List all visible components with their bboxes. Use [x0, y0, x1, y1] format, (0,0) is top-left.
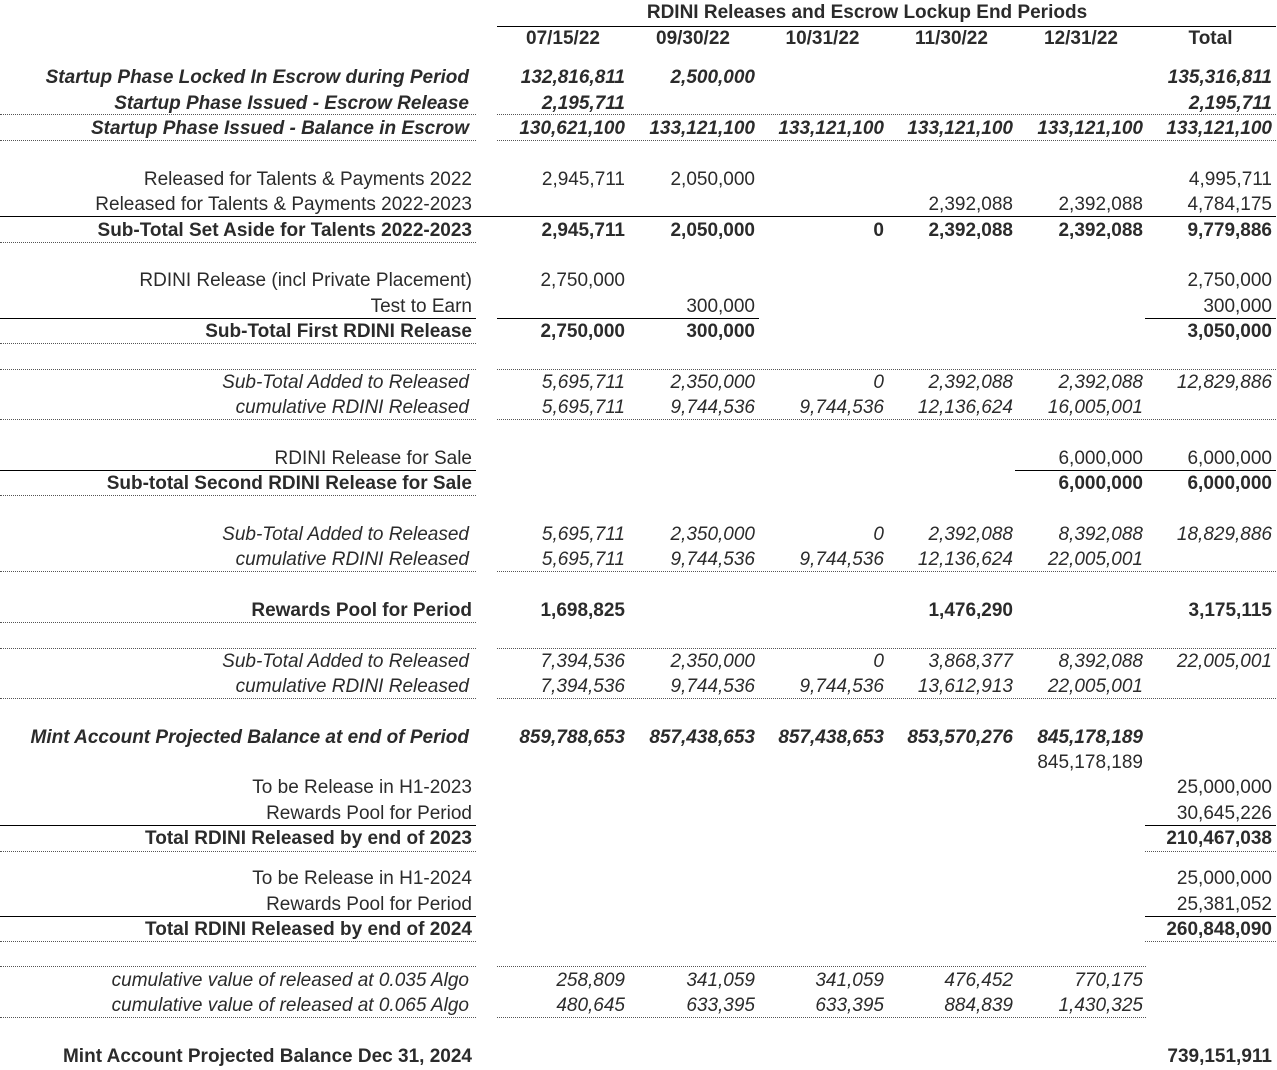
- cell-value: 857,438,653: [649, 727, 755, 748]
- cell-value: 859,788,653: [519, 727, 625, 748]
- cell-value: 13,612,913: [917, 676, 1013, 697]
- cell-value: 2,050,000: [670, 169, 755, 190]
- cell-value: 2,392,088: [1058, 194, 1143, 215]
- row-label: cumulative value of released at 0.065 Algo: [111, 995, 469, 1016]
- cell-value: 7,394,536: [540, 676, 625, 697]
- rule-line: [0, 318, 476, 319]
- cell-value: 132,816,811: [520, 67, 625, 88]
- cell-value: 2,195,711: [1188, 93, 1272, 114]
- rule-line: [0, 419, 476, 420]
- rule-line: [0, 140, 476, 141]
- row-label: Total RDINI Released by end of 2023: [145, 828, 472, 849]
- cell-value: 6,000,000: [1058, 473, 1143, 494]
- row-label: Rewards Pool for Period: [266, 803, 472, 824]
- cell-value: 2,392,088: [1058, 372, 1143, 393]
- cell-value: 2,350,000: [670, 524, 755, 545]
- column-header-total: Total: [1188, 28, 1233, 49]
- row-label: cumulative RDINI Released: [235, 549, 469, 570]
- cell-value: 133,121,100: [649, 118, 755, 139]
- cell-value: 300,000: [686, 321, 755, 342]
- column-header-09-30-22: 09/30/22: [656, 28, 730, 49]
- row-label: Startup Phase Issued - Escrow Release: [114, 93, 469, 114]
- cell-value: 5,695,711: [541, 549, 625, 570]
- sheet-title: RDINI Releases and Escrow Lockup End Periods: [646, 2, 1088, 23]
- rule-line: [0, 648, 476, 649]
- cell-value: 7,394,536: [540, 651, 625, 672]
- rule-line: [1145, 851, 1276, 852]
- row-label: RDINI Release (incl Private Placement): [139, 270, 472, 291]
- rule-line: [0, 114, 476, 115]
- cell-value: 480,645: [556, 995, 625, 1016]
- row-label: To be Release in H1-2024: [252, 868, 472, 889]
- cell-value: 30,645,226: [1176, 803, 1272, 824]
- cell-value: 5,695,711: [541, 372, 625, 393]
- cell-value: 0: [873, 651, 884, 672]
- cell-value: 210,467,038: [1166, 828, 1272, 849]
- cell-value: 133,121,100: [1037, 118, 1143, 139]
- row-label: Released for Talents & Payments 2022-2023: [95, 194, 472, 215]
- rule-line: [1145, 825, 1276, 826]
- row-label: RDINI Release for Sale: [274, 448, 472, 469]
- row-label: cumulative RDINI Released: [235, 397, 469, 418]
- cell-value: 18,829,886: [1176, 524, 1272, 545]
- cell-value: 845,178,189: [1037, 752, 1143, 773]
- cell-value: 2,750,000: [1187, 270, 1272, 291]
- cell-value: 2,350,000: [670, 651, 755, 672]
- rule-line: [1145, 916, 1276, 917]
- row-label: Sub-Total Set Aside for Talents 2022-2023: [97, 220, 472, 241]
- cell-value: 12,136,624: [917, 397, 1013, 418]
- cell-value: 884,839: [944, 995, 1013, 1016]
- rule-line: [497, 26, 1276, 27]
- cell-value: 2,392,088: [1058, 220, 1143, 241]
- column-header-10-31-22: 10/31/22: [785, 28, 860, 49]
- cell-value: 16,005,001: [1047, 397, 1143, 418]
- row-label: Total RDINI Released by end of 2024: [145, 919, 472, 940]
- column-header-07-15-22: 07/15/22: [526, 28, 600, 49]
- rule-line: [0, 1017, 476, 1018]
- row-label: Mint Account Projected Balance Dec 31, 2024: [62, 1046, 472, 1067]
- rule-line: [1145, 941, 1276, 942]
- rule-line: [497, 114, 1276, 115]
- cell-value: 2,392,088: [928, 524, 1013, 545]
- rule-line: [0, 571, 476, 572]
- cell-value: 3,050,000: [1187, 321, 1272, 342]
- row-label: Mint Account Projected Balance at end of Period: [30, 727, 469, 748]
- cell-value: 133,121,100: [778, 118, 884, 139]
- row-label: To be Release in H1-2023: [252, 777, 472, 798]
- cell-value: 2,945,711: [541, 169, 625, 190]
- row-label: Sub-Total First RDINI Release: [205, 321, 472, 342]
- rule-line: [1145, 318, 1276, 319]
- rule-line: [0, 851, 476, 852]
- cell-value: 2,050,000: [670, 220, 755, 241]
- row-label: Rewards Pool for Period: [266, 894, 472, 915]
- rule-line: [497, 419, 1276, 420]
- cell-value: 9,744,536: [670, 397, 755, 418]
- cell-value: 6,000,000: [1187, 448, 1272, 469]
- cell-value: 0: [873, 524, 884, 545]
- cell-value: 4,784,175: [1187, 194, 1272, 215]
- row-label: Test to Earn: [370, 296, 472, 317]
- cell-value: 300,000: [686, 296, 755, 317]
- cell-value: 9,744,536: [799, 676, 884, 697]
- column-header-11-30-22: 11/30/22: [915, 28, 988, 49]
- cell-value: 2,750,000: [540, 270, 625, 291]
- cell-value: 6,000,000: [1187, 473, 1272, 494]
- rule-line: [0, 916, 476, 917]
- cell-value: 9,744,536: [670, 676, 755, 697]
- cell-value: 25,000,000: [1176, 777, 1272, 798]
- cell-value: 633,395: [815, 995, 884, 1016]
- cell-value: 845,178,189: [1037, 727, 1143, 748]
- rule-line: [497, 698, 1276, 699]
- cell-value: 2,350,000: [670, 372, 755, 393]
- rule-line: [0, 698, 476, 699]
- cell-value: 341,059: [815, 970, 884, 991]
- row-label: Released for Talents & Payments 2022: [143, 169, 472, 190]
- cell-value: 133,121,100: [907, 118, 1013, 139]
- cell-value: 12,829,886: [1176, 372, 1272, 393]
- rule-line: [0, 966, 476, 967]
- cell-value: 0: [873, 372, 884, 393]
- cell-value: 2,945,711: [541, 220, 625, 241]
- cell-value: 2,392,088: [928, 194, 1013, 215]
- rule-line: [0, 369, 476, 370]
- cell-value: 770,175: [1074, 970, 1143, 991]
- row-label: Sub-total Second RDINI Release for Sale: [106, 473, 472, 494]
- rule-line: [0, 825, 476, 826]
- cell-value: 300,000: [1203, 296, 1272, 317]
- rule-line: [497, 1017, 1146, 1018]
- cell-value: 130,621,100: [519, 118, 625, 139]
- rule-line: [497, 318, 759, 319]
- rule-line: [0, 941, 476, 942]
- cell-value: 2,392,088: [928, 220, 1013, 241]
- cell-value: 258,809: [556, 970, 625, 991]
- cell-value: 12,136,624: [917, 549, 1013, 570]
- rule-line: [0, 343, 476, 344]
- rule-line: [0, 622, 476, 623]
- cell-value: 1,476,290: [928, 600, 1013, 621]
- rule-line: [497, 966, 1146, 967]
- cell-value: 3,868,377: [928, 651, 1013, 672]
- rule-line: [0, 495, 476, 496]
- cell-value: 22,005,001: [1047, 676, 1143, 697]
- cell-value: 853,570,276: [907, 727, 1013, 748]
- cell-value: 4,995,711: [1188, 169, 1272, 190]
- row-label: cumulative value of released at 0.035 Algo: [111, 970, 469, 991]
- cell-value: 135,316,811: [1167, 67, 1272, 88]
- cell-value: 5,695,711: [541, 397, 625, 418]
- cell-value: 2,195,711: [541, 93, 625, 114]
- row-label: cumulative RDINI Released: [235, 676, 469, 697]
- cell-value: 476,452: [944, 970, 1013, 991]
- cell-value: 9,779,886: [1187, 220, 1272, 241]
- cell-value: 9,744,536: [799, 549, 884, 570]
- rule-line: [497, 648, 1276, 649]
- cell-value: 2,500,000: [670, 67, 755, 88]
- cell-value: 9,744,536: [670, 549, 755, 570]
- column-header-12-31-22: 12/31/22: [1044, 28, 1118, 49]
- cell-value: 133,121,100: [1166, 118, 1272, 139]
- cell-value: 633,395: [686, 995, 755, 1016]
- row-label: Startup Phase Locked In Escrow during Period: [45, 67, 469, 88]
- rule-line: [1015, 470, 1276, 471]
- cell-value: 0: [873, 220, 884, 241]
- cell-value: 9,744,536: [799, 397, 884, 418]
- row-label: Sub-Total Added to Released: [222, 372, 469, 393]
- cell-value: 739,151,911: [1167, 1046, 1272, 1067]
- cell-value: 6,000,000: [1058, 448, 1143, 469]
- cell-value: 341,059: [686, 970, 755, 991]
- cell-value: 8,392,088: [1058, 524, 1143, 545]
- rule-line: [0, 216, 1276, 217]
- cell-value: 1,698,825: [540, 600, 625, 621]
- cell-value: 25,381,052: [1176, 894, 1272, 915]
- cell-value: 2,392,088: [928, 372, 1013, 393]
- cell-value: 1,430,325: [1058, 995, 1143, 1016]
- cell-value: 857,438,653: [778, 727, 884, 748]
- row-label: Sub-Total Added to Released: [222, 651, 469, 672]
- cell-value: 8,392,088: [1058, 651, 1143, 672]
- cell-value: 22,005,001: [1176, 651, 1272, 672]
- cell-value: 3,175,115: [1188, 600, 1272, 621]
- rule-line: [497, 369, 1276, 370]
- rule-line: [497, 140, 1276, 141]
- cell-value: 5,695,711: [541, 524, 625, 545]
- cell-value: 25,000,000: [1176, 868, 1272, 889]
- cell-value: 2,750,000: [540, 321, 625, 342]
- row-label: Rewards Pool for Period: [251, 600, 472, 621]
- rule-line: [0, 242, 476, 243]
- cell-value: 260,848,090: [1166, 919, 1272, 940]
- rule-line: [497, 571, 1276, 572]
- row-label: Startup Phase Issued - Balance in Escrow: [90, 118, 469, 139]
- rule-line: [0, 470, 476, 471]
- row-label: Sub-Total Added to Released: [222, 524, 469, 545]
- cell-value: 22,005,001: [1047, 549, 1143, 570]
